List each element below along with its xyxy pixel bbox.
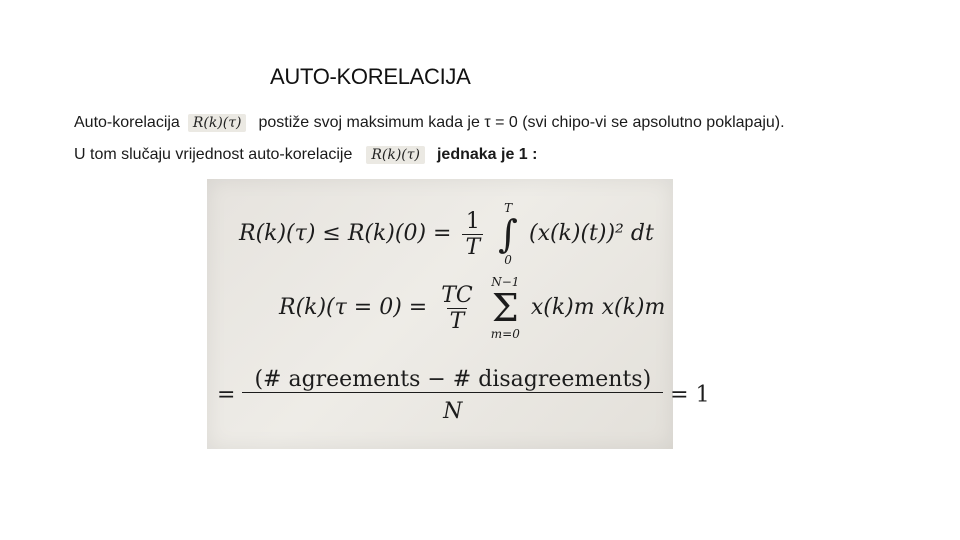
eq1-frac-den: T [462,234,483,260]
eq2-lhs: R(k)(τ = 0) = [279,295,428,320]
line2-suffix: jednaka je 1 : [436,146,538,164]
eq1-integral-lower: 0 [504,253,512,267]
eq3-result: = 1 [670,382,710,408]
eq2-sum-upper: N−1 [491,275,520,289]
eq3-numerator: (# agreements − # disagreements) [254,367,652,392]
eq1-integral [498,201,518,267]
equation-2 [279,275,665,341]
line1-prefix: Auto-korelacija [74,114,180,132]
eq1-frac-num: 1 [465,208,480,234]
eq1-integral-upper: T [504,201,513,215]
eq2-sum [491,275,520,341]
autocorrelation-formula-image-2: R(k)(τ) [366,146,425,164]
eq2-frac-den: T [447,308,468,334]
summation-sign-icon: Σ [491,286,519,330]
eq2-fraction [438,283,476,334]
text-line-2 [74,146,537,164]
equation-1 [239,201,654,267]
line2-prefix: U tom slučaju vrijednost auto-korelacije [74,146,353,164]
equation-3 [217,367,710,424]
eq1-body: (x(k)(t))² dt [528,221,654,246]
eq2-sum-lower: m=0 [490,327,520,341]
line1-suffix: postiže svoj maksimum kada je τ = 0 (svi chipo-vi se apsolutno poklapaju). [258,114,785,132]
autocorrelation-formula-image: R(k)(τ) [188,114,247,132]
slide-title: AUTO-KORELACIJA [270,64,471,89]
text-line-1 [74,114,785,132]
eq2-body: x(k)m x(k)m [530,295,666,320]
integral-sign-icon: ∫ [498,212,518,256]
eq3-denominator: N [242,392,663,424]
equation-photo [207,179,710,449]
eq3-fraction [248,367,657,424]
eq1-fraction [462,209,483,260]
eq3-lead: = [217,382,236,408]
eq1-lhs: R(k)(τ) ≤ R(k)(0) = [239,221,452,246]
eq2-frac-num: TC [441,282,473,308]
